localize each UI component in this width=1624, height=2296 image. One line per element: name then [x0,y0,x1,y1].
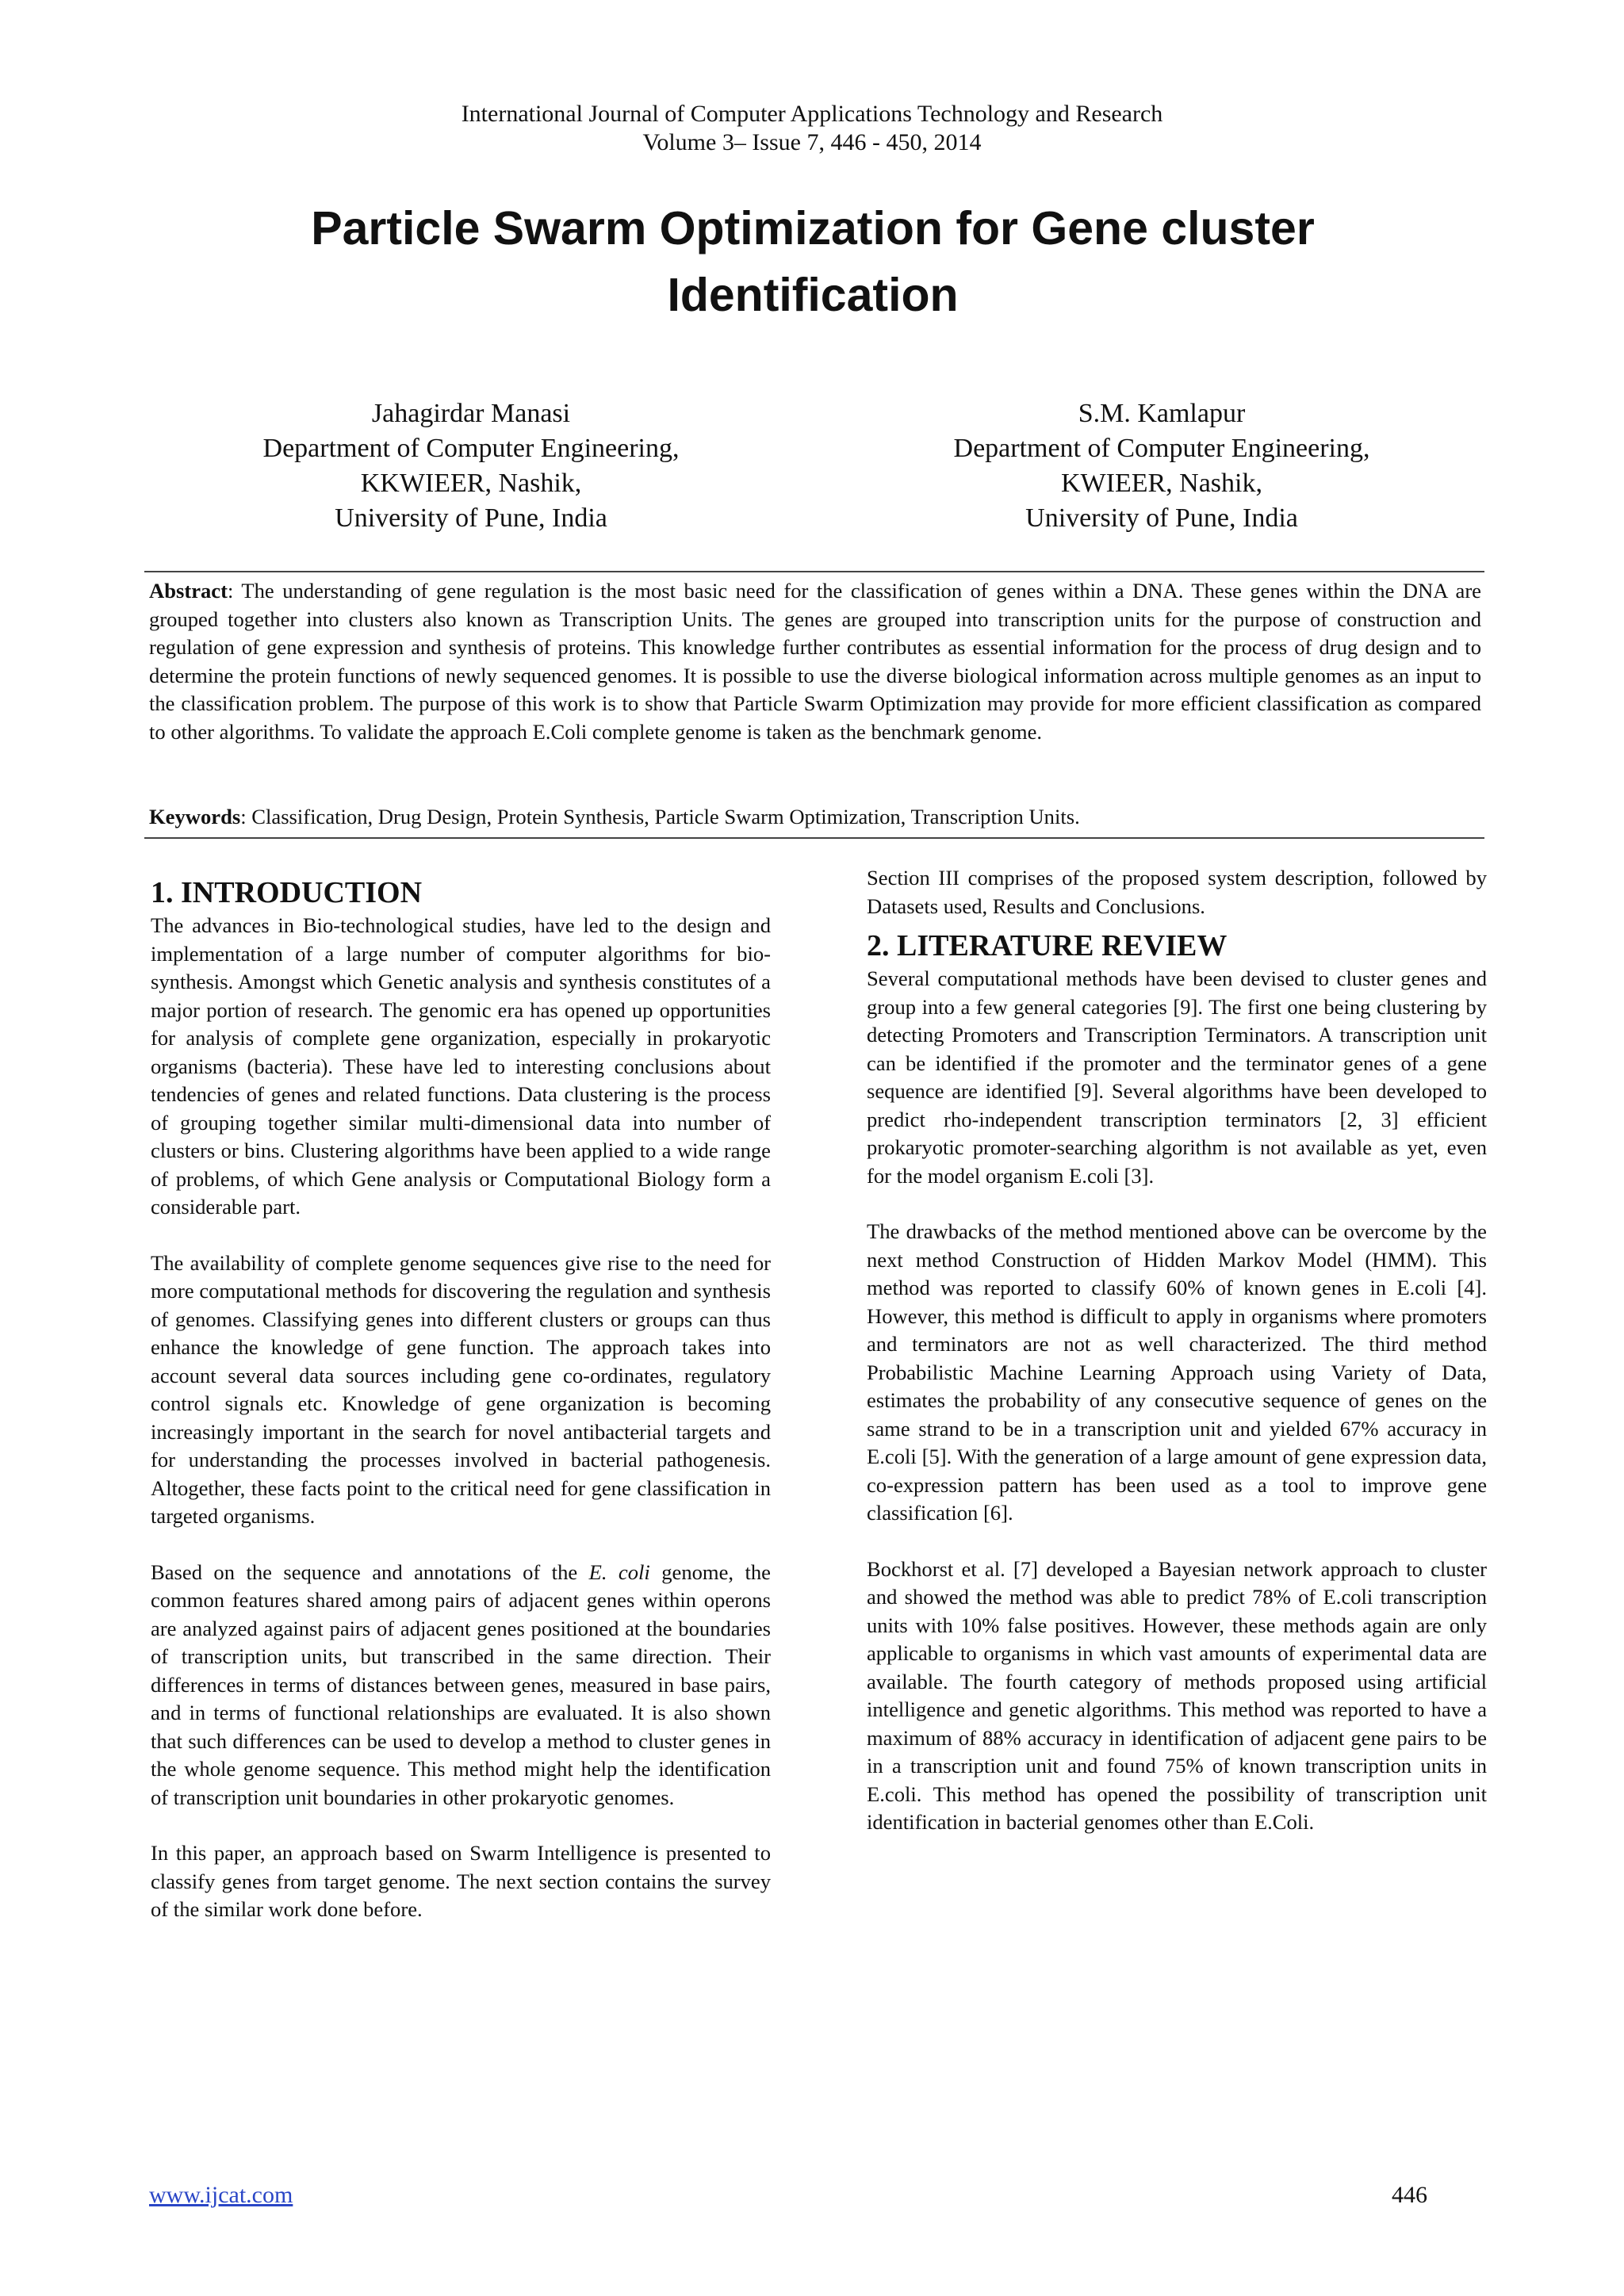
author-name: S.M. Kamlapur [1078,399,1246,428]
author-inst: KKWIEER, Nashik, [360,469,582,498]
intro-p3-text: Based on the sequence and annotations of the [151,1559,589,1584]
journal-name: International Journal of Computer Applications Technology and Research [461,101,1163,127]
intro-p3-italic: E. coli [588,1559,650,1584]
author-block-2 [860,396,1463,536]
intro-paragraph-2: The availability of complete genome sequences give rise to the need for more computational methods for discovering the regulation and synthesis of genomes. Classifying genes into different clusters or groups can thus enhance the knowledge of gene function. The approach takes into account several data sources including gene co-ordinates, regulatory control signals etc. Knowledge of gene organization is becoming increasingly important in the search for novel antibacterial targets and for understanding the processes involved in bacterial pathogenesis. Altogether, these facts point to the critical need for gene classification in targeted organisms. [151,1250,771,1528]
keywords [149,803,1481,832]
literature-paragraph-3: Bockhorst et al. [7] developed a Bayesian network approach to cluster and showed the method was able to predict 78% of E.coli transcription units with 10% false positives. However, these methods again are only applicable to organisms in which vast amounts of experimental data are available. The fourth category of methods proposed using artificial intelligence and genetic algorithms. This method was reported to have a maximum of 88% accuracy in identification of adjacent gene pairs to be in a transcription unit and found 75% of known transcription units in E.coli. This method has opened the possibility of transcription unit identification in bacterial genomes other than E.Coli. [867,1556,1487,1834]
keywords-text: : Classification, Drug Design, Protein Synthesis, Particle Swarm Optimization, Transcription Units. [240,805,1080,828]
author-inst: KWIEER, Nashik, [1060,469,1262,498]
intro-heading: 1. INTRODUCTION [151,876,423,909]
paper-title: Particle Swarm Optimization for Gene cluster Identification [311,202,1315,321]
journal-volume: Volume 3– Issue 7, 446 - 450, 2014 [642,129,982,155]
literature-paragraph-1: Several computational methods have been devised to cluster genes and group into a few general categories [9]. The first one being clustering by detecting Promoters and Transcription Terminators. A transcription unit can be identified if the promoter and the terminator genes of a gene sequence are identified [9]. Several algorithms have been developed to predict rho-independent transcription terminators [2, 3] efficient prokaryotic promoter-searching algorithm is not available as yet, even for the model organism E.coli [3]. [867,966,1487,1188]
left-column [151,864,771,1952]
journal-header [0,100,1624,157]
page-number: 446 [1392,2182,1427,2208]
intro-continuation: Section III comprises of the proposed system description, followed by Datasets used, Results and Conclusions. [867,866,1487,918]
journal-website-link[interactable]: www.ijcat.com [149,2182,293,2208]
literature-paragraph-2: The drawbacks of the method mentioned above can be overcome by the next method Construction of Hidden Markov Model (HMM). This method was reported to classify 60% of known genes in E.coli [4]. However, this method is difficult to apply in organisms where promoters and terminators are not as well characterized. The third method Probabilistic Machine Learning Approach using Variety of Data, estimates the probability of any consecutive sequence of genes on the same strand to be in a transcription unit and yielded 67% accuracy in E.coli [5]. With the generation of a large amount of gene expression data, co-expression pattern has been used as a tool to improve gene classification [6]. [867,1219,1487,1525]
author-univ: University of Pune, India [1025,503,1298,533]
keywords-bottom-rule [144,837,1484,839]
author-block-1 [170,396,772,536]
intro-p3-text-rest: genome, the common features shared among pairs of adjacent genes within operons are analyzed against pairs of adjacent genes positioned at the boundaries of transcription units, but transcribed in the same direction. Their differences in terms of distances between genes, measured in base pairs, and in terms of functional relationships are evaluated. It is also shown that such differences can be used to develop a method to cluster genes in the whole genome sequence. This method might help the identification of transcription unit boundaries in other prokaryotic genomes. [151,1559,771,1809]
author-univ: University of Pune, India [335,503,607,533]
keywords-label: Keywords [149,805,241,828]
author-name: Jahagirdar Manasi [371,399,571,428]
abstract-top-rule [144,571,1484,572]
right-column [867,864,1487,1865]
abstract [149,577,1481,746]
intro-paragraph-1: The advances in Bio-technological studies, have led to the design and implementation of a large number of computer algorithms for bio-synthesis. Amongst which Genetic analysis and synthesis constitutes of a major portion of research. The genomic era has opened up opportunities for analysis of complete gene organization, especially in prokaryotic organisms (bacteria). These have led to interesting conclusions about tendencies of genes and related functions. Data clustering is the process of grouping together similar multi-dimensional data into number of clusters or bins. Clustering algorithms have been applied to a wide range of problems, of which Gene analysis or Computational Biology form a considerable part. [151,913,771,1219]
abstract-label: Abstract [149,579,228,603]
literature-heading: 2. LITERATURE REVIEW [867,929,1228,962]
intro-paragraph-3 [151,1559,771,1812]
intro-paragraph-4: In this paper, an approach based on Swarm Intelligence is presented to classify genes from target genome. The next section contains the survey of the similar work done before. [151,1841,771,1921]
author-dept: Department of Computer Engineering, [262,434,680,463]
author-dept: Department of Computer Engineering, [953,434,1370,463]
abstract-text: : The understanding of gene regulation is the most basic need for the classification of genes within a DNA. These genes within the DNA are grouped together into clusters also known as Transcription Units. The genes are grouped into transcription units for the purpose of construction and regulation of gene expression and synthesis of proteins. This knowledge further contributes as essential information for the process of drug design and to determine the protein functions of newly sequenced genomes. It is possible to use the diverse biological information across multiple genomes as an input to the classification problem. The purpose of this work is to show that Particle Swarm Optimization may provide for more efficient classification as compared to other algorithms. To validate the approach E.Coli complete genome is taken as the benchmark genome. [149,579,1481,744]
